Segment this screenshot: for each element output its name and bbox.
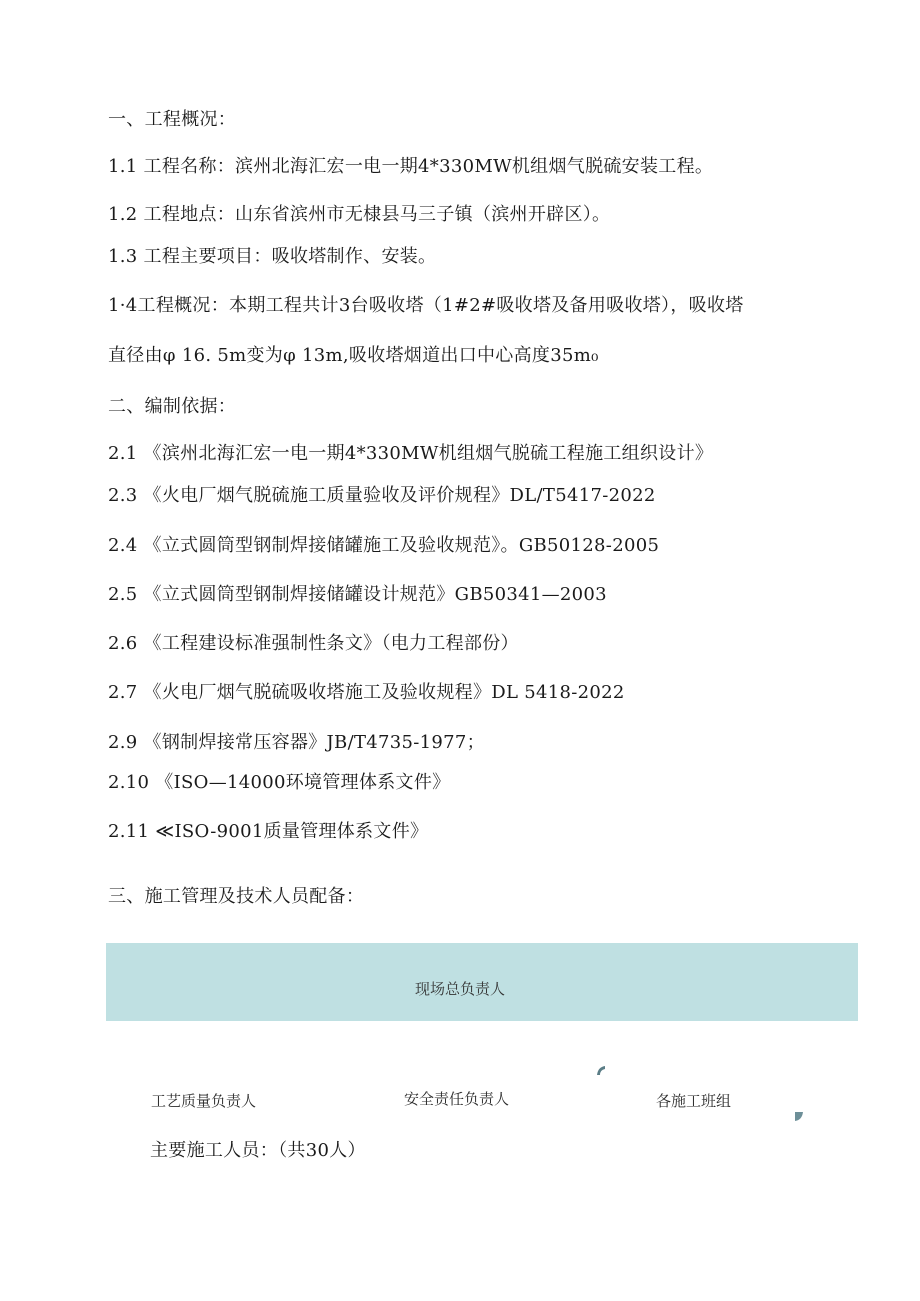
reference-2-10: 2.10 《ISO—14000环境管理体系文件》 [108,772,451,793]
section1-item-1: 1.1 工程名称：滨州北海汇宏一电一期4*330MW机组烟气脱硫安装工程。 [108,156,714,177]
reference-2-11: 2.11 ≪ISO-9001质量管理体系文件》 [108,821,429,842]
section2-heading: 二、编制依据： [108,396,237,417]
work-teams-label: 各施工班组 [656,1092,732,1110]
section1-item-3: 1.3 工程主要项目：吸收塔制作、安装。 [108,246,437,267]
corner-mark-icon [794,1110,808,1124]
reference-2-1: 2.1 《滨州北海汇宏一电一期4*330MW机组烟气脱硫工程施工组织设计》 [108,443,714,464]
reference-2-7: 2.7 《火电厂烟气脱硫吸收塔施工及验收规程》DL 5418-2022 [108,682,625,703]
reference-2-6: 2.6 《工程建设标准强制性条文》（电力工程部份） [108,633,519,654]
section1-item-5: 直径由φ 16. 5m变为φ 13m,吸收塔烟道出口中心高度35m₀ [108,345,599,366]
reference-2-3: 2.3 《火电厂烟气脱硫施工质量验收及评价规程》DL/T5417-2022 [108,485,656,506]
site-manager-label: 现场总负责人 [414,980,505,998]
reference-2-4: 2.4 《立式圆筒型钢制焊接储罐施工及验收规范》。GB50128-2005 [108,535,660,556]
quality-manager-label: 工艺质量负责人 [151,1092,257,1110]
reference-2-9: 2.9 《钢制焊接常压容器》JB/T4735-1977； [108,732,485,753]
section1-heading: 一、工程概况： [108,109,237,130]
section1-item-2: 1.2 工程地点：山东省滨州市无棣县马三子镇（滨州开辟区）。 [108,204,611,225]
corner-mark-icon [594,1063,608,1077]
staff-count: 主要施工人员：（共30人） [150,1140,366,1161]
safety-manager-label: 安全责任负责人 [404,1090,510,1108]
section1-item-4: 1·4工程概况：本期工程共计3台吸收塔（1#2#吸收塔及备用吸收塔），吸收塔 [108,295,744,316]
section3-heading: 三、施工管理及技术人员配备： [108,886,365,907]
reference-2-5: 2.5 《立式圆筒型钢制焊接储罐设计规范》GB50341—2003 [108,584,607,605]
